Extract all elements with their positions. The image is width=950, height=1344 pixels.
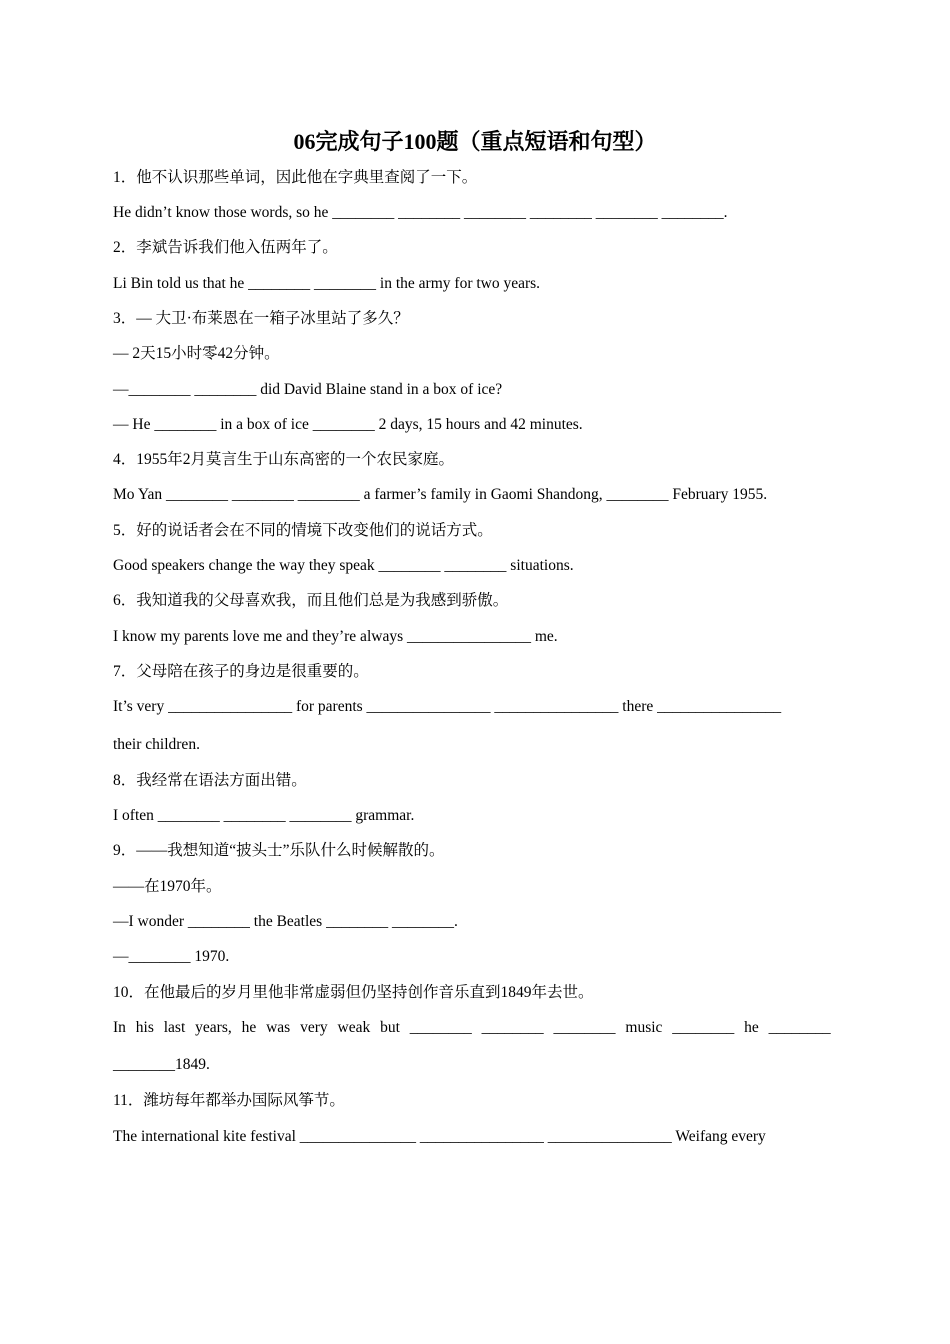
sentence-line: Mo Yan ________ ________ ________ a farmer’s family in Gaomi Shandong, ________ February 1955.	[113, 486, 768, 503]
sentence-line: In his last years, he was very weak but ________ ________ ________ music ________ he ________	[113, 1019, 831, 1036]
question-prompt: 10．在他最后的岁月里他非常虚弱但仍坚持创作音乐直到1849年去世。	[113, 984, 594, 1001]
question-prompt: 11．潍坊每年都举办国际风筝节。	[113, 1092, 345, 1109]
sentence-line: their children.	[113, 736, 200, 753]
question-prompt: 5．好的说话者会在不同的情境下改变他们的说话方式。	[113, 522, 493, 539]
question-prompt: 6．我知道我的父母喜欢我，而且他们总是为我感到骄傲。	[113, 592, 509, 609]
sentence-line: I know my parents love me and they’re always ________________ me.	[113, 628, 558, 645]
sentence-line: — He ________ in a box of ice ________ 2 days, 15 hours and 42 minutes.	[113, 416, 583, 433]
question-prompt: 8．我经常在语法方面出错。	[113, 772, 307, 789]
question-prompt: 7．父母陪在孩子的身边是很重要的。	[113, 663, 369, 680]
sentence-line: The international kite festival _______________ ________________ ________________ Weifang every	[113, 1128, 766, 1145]
question-prompt: 4．1955年2月莫言生于山东高密的一个农民家庭。	[113, 451, 455, 468]
sentence-line: —________ ________ did David Blaine stand in a box of ice?	[113, 381, 503, 398]
sentence-line: It’s very ________________ for parents ________________ ________________ there ________________	[113, 698, 782, 715]
sentence-line: — 2天15小时零42分钟。	[113, 345, 280, 362]
question-prompt: 1．他不认识那些单词，因此他在字典里查阅了一下。	[113, 169, 478, 186]
sentence-line: He didn’t know those words, so he ________ ________ ________ ________ ________ ________.	[113, 204, 728, 221]
question-prompt: 9．——我想知道“披头士”乐队什么时候解散的。	[113, 842, 445, 859]
sentence-line: —I wonder ________ the Beatles ________ ________.	[113, 913, 458, 930]
sentence-line: ________1849.	[113, 1056, 210, 1073]
sentence-line: Li Bin told us that he ________ ________ in the army for two years.	[113, 275, 541, 292]
question-prompt: 3．— 大卫·布莱恩在一箱子冰里站了多久？	[113, 310, 409, 327]
sentence-line: I often ________ ________ ________ grammar.	[113, 807, 415, 824]
sentence-line: Good speakers change the way they speak ________ ________ situations.	[113, 557, 574, 574]
sentence-line: —________ 1970.	[113, 948, 230, 965]
sentence-line: ——在1970年。	[113, 878, 222, 895]
question-prompt: 2．李斌告诉我们他入伍两年了。	[113, 239, 338, 256]
page-title: 06完成句子100题（重点短语和句型）	[293, 129, 657, 154]
